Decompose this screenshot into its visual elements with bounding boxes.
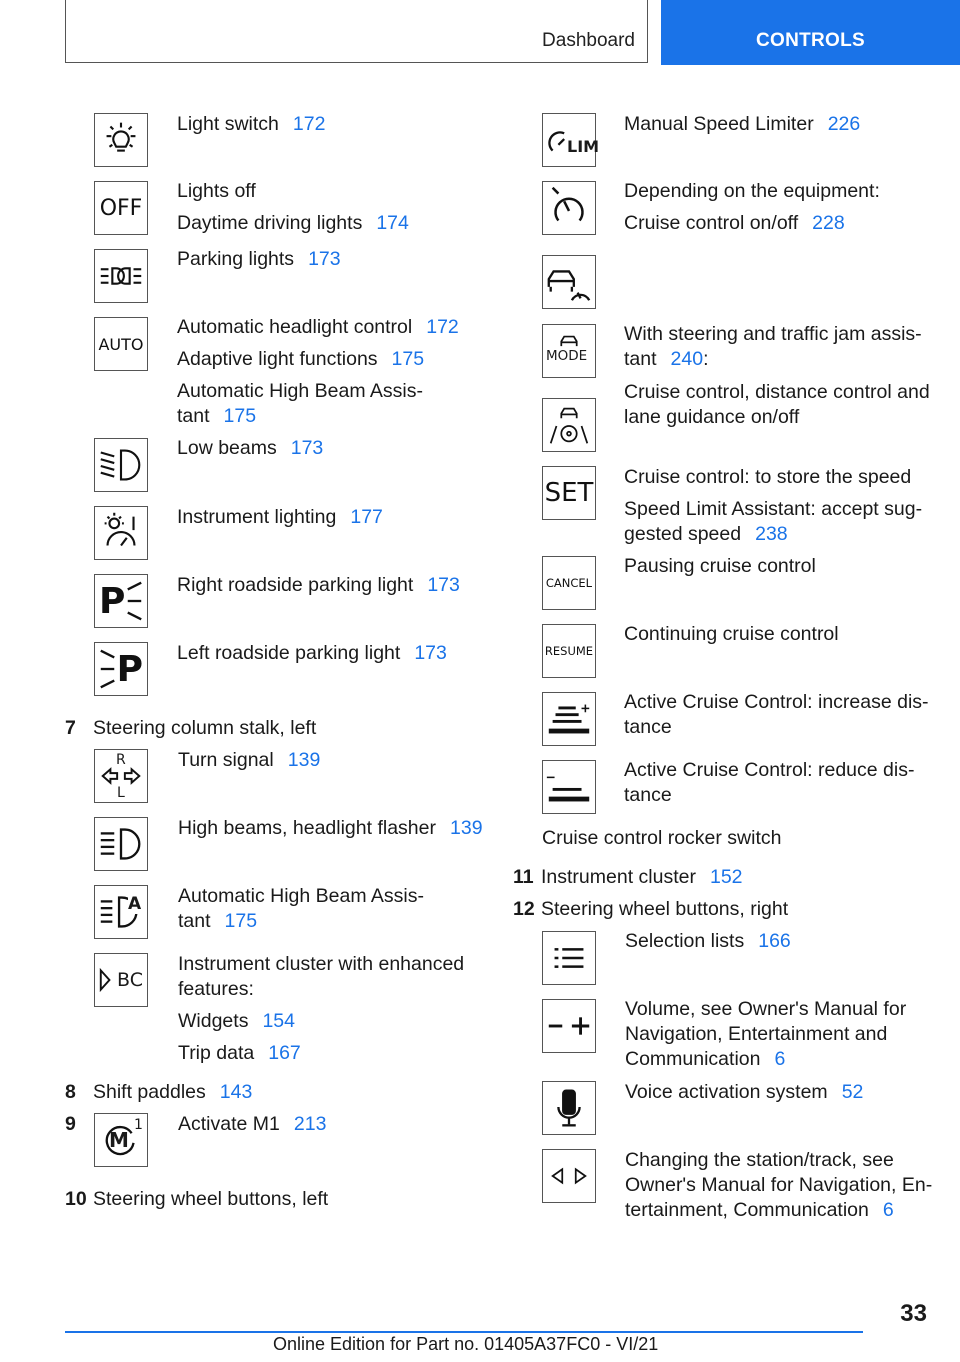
item-number-11: 11 [513, 866, 534, 888]
item-number-8: 8 [65, 1081, 76, 1103]
page-ref-link[interactable]: 173 [308, 248, 341, 270]
speed-limiter-icon [542, 113, 600, 167]
lights-off-icon: OFF [94, 181, 148, 235]
turn-l-label: L [117, 785, 125, 801]
high-beam-assistant-icon [94, 885, 148, 939]
volume-line2: Navigation, Entertainment and [625, 1023, 888, 1045]
cruise-control-icon [542, 181, 596, 235]
instrument-lighting-icon [94, 506, 148, 560]
page-ref-link[interactable]: 154 [262, 1010, 295, 1032]
shift-paddles-text: Shift paddles 143 [93, 1081, 253, 1103]
speed-limiter-text: Manual Speed Limiter 226 [624, 113, 861, 135]
steering-buttons-right-text: Steering wheel buttons, right [541, 898, 789, 920]
widgets-text: Widgets 154 [178, 1010, 295, 1032]
page-ref-link[interactable]: 167 [268, 1042, 301, 1064]
rocker-switch-text: Cruise control rocker switch [542, 827, 782, 849]
acc-reduce-line1: Active Cruise Control: reduce dis- [624, 759, 915, 781]
header-section-box [65, 0, 648, 63]
item-number-10: 10 [65, 1188, 87, 1210]
page-ref-link[interactable]: 238 [755, 523, 788, 545]
cluster-features-line1: Instrument cluster with enhanced [178, 953, 465, 975]
page-ref-link[interactable]: 52 [841, 1081, 864, 1103]
ahba-a-label: A [128, 894, 142, 914]
steering-assist-line1: With steering and traffic jam assis- [624, 323, 922, 345]
acc-increase-line2: tance [624, 716, 672, 738]
lights-off-text: Lights off [177, 180, 256, 202]
section-title: Dashboard [542, 30, 635, 51]
left-roadside-parking-icon: P [94, 642, 148, 696]
activate-m1-text: Activate M1 213 [178, 1113, 327, 1135]
item-number-7: 7 [65, 717, 76, 739]
footer-edition: Online Edition for Part no. 01405A37FC0 - VI/21 [273, 1334, 659, 1354]
store-speed-text: Cruise control: to store the speed [624, 466, 912, 488]
speed-limit-assist-line2: gested speed 238 [624, 523, 788, 545]
item-number-9: 9 [65, 1113, 76, 1135]
ahba2-text-line1: Automatic High Beam Assis- [178, 885, 425, 907]
reduce-distance-icon [542, 760, 596, 814]
mode-label: MODE [546, 348, 588, 364]
selection-lists-text: Selection lists 166 [625, 930, 791, 952]
page-ref-link[interactable]: 175 [223, 405, 257, 427]
page-ref-link[interactable]: 6 [882, 1199, 894, 1221]
m1-m-label: M [109, 1128, 129, 1152]
turn-signal-text: Turn signal 139 [178, 749, 321, 771]
auto-headlight-icon: AUTO [94, 317, 148, 371]
page-ref-link[interactable]: 173 [414, 642, 447, 664]
daytime-lights-text: Daytime driving lights 174 [177, 212, 409, 234]
page-ref-link[interactable]: 172 [292, 113, 326, 135]
set-speed-icon: SET [542, 466, 596, 520]
volume-icon [542, 999, 596, 1053]
page-ref-link[interactable]: 172 [426, 316, 459, 338]
page-ref-link[interactable]: 177 [350, 506, 383, 528]
page-number: 33 [900, 1300, 927, 1327]
header-chapter-tab[interactable] [661, 0, 960, 65]
page-ref-link[interactable]: 213 [293, 1113, 327, 1135]
page-ref-link[interactable]: 173 [427, 574, 460, 596]
resume-cruise-icon: RESUME [542, 624, 596, 678]
distance-control-line2: lane guidance on/off [624, 406, 800, 428]
page-ref-link[interactable]: 174 [376, 212, 409, 234]
acc-increase-line1: Active Cruise Control: increase dis- [624, 691, 929, 713]
voice-activation-text: Voice activation system 52 [625, 1081, 864, 1103]
high-beams-text: High beams, headlight flasher 139 [178, 817, 483, 839]
m1-icon [94, 1113, 148, 1167]
auto-headlight-text: Automatic headlight control 172 [177, 316, 459, 338]
page-ref-link[interactable]: 139 [287, 749, 321, 771]
high-beams-icon [94, 817, 148, 871]
cancel-cruise-icon: CANCEL [542, 556, 596, 610]
page-ref-link[interactable]: 152 [709, 866, 743, 888]
lim-label: LIM [567, 137, 600, 156]
steering-assist-line2: tant 240: [624, 348, 709, 370]
list-icon [542, 931, 596, 985]
page-ref-link[interactable]: 166 [758, 930, 791, 952]
light-switch-text: Light switch 172 [177, 113, 326, 135]
depending-equipment-text: Depending on the equipment: [624, 180, 880, 202]
cluster-features-line2: features: [178, 978, 254, 1000]
page-ref-link[interactable]: 228 [812, 212, 845, 234]
station-track-icon [542, 1149, 596, 1203]
turn-signal-icon [94, 749, 148, 803]
adaptive-light-text: Adaptive light functions 175 [177, 348, 425, 370]
volume-line3: Communication 6 [625, 1048, 786, 1070]
ahba-text-line1: Automatic High Beam Assis- [177, 380, 424, 402]
parking-lights-text: Parking lights 173 [177, 248, 341, 270]
station-track-line3: tertainment, Communication 6 [625, 1199, 894, 1221]
instrument-cluster-text: Instrument cluster 152 [541, 866, 743, 888]
footer-divider [65, 1331, 863, 1333]
page-ref-link[interactable]: 240 [670, 348, 704, 370]
increase-distance-icon [542, 692, 596, 746]
chapter-title: CONTROLS [755, 30, 865, 51]
steering-buttons-left-text: Steering wheel buttons, left [93, 1188, 329, 1210]
pausing-cruise-text: Pausing cruise control [624, 555, 816, 577]
trip-data-text: Trip data 167 [178, 1042, 301, 1064]
right-roadside-parking-text: Right roadside parking light 173 [177, 574, 460, 596]
cruise-onoff-text: Cruise control on/off 228 [624, 212, 845, 234]
car-cruise-icon [542, 255, 596, 309]
instrument-lighting-text: Instrument lighting 177 [177, 506, 383, 528]
ahba-text-line2: tant 175 [177, 405, 257, 427]
low-beams-icon [94, 438, 148, 492]
turn-r-label: R [116, 752, 126, 768]
steering-stalk-heading: Steering column stalk, left [93, 717, 317, 739]
driving-assistant-mode-icon [542, 324, 596, 378]
light-switch-icon [94, 113, 148, 167]
distance-control-line1: Cruise control, distance control and [624, 381, 930, 403]
page-ref-link[interactable]: 226 [827, 113, 861, 135]
station-track-line2: Owner's Manual for Navigation, En- [625, 1174, 933, 1196]
page-ref-link[interactable]: 173 [290, 437, 324, 459]
parking-lights-icon [94, 249, 148, 303]
m1-one-label: 1 [134, 1117, 143, 1133]
low-beams-text: Low beams 173 [177, 437, 324, 459]
left-roadside-parking-text: Left roadside parking light 173 [177, 642, 447, 664]
acc-reduce-line2: tance [624, 784, 672, 806]
lane-guidance-icon [542, 398, 596, 452]
page-ref-link[interactable]: 143 [219, 1081, 253, 1103]
right-roadside-parking-icon: P [94, 574, 148, 628]
page-ref-link[interactable]: 6 [774, 1048, 786, 1070]
microphone-icon [542, 1081, 596, 1135]
board-computer-icon [94, 953, 148, 1007]
bc-label: BC [117, 969, 143, 991]
page-ref-link[interactable]: 175 [391, 348, 425, 370]
item-number-12: 12 [513, 898, 535, 920]
page-ref-link[interactable]: 175 [224, 910, 258, 932]
station-track-line1: Changing the station/track, see [625, 1149, 894, 1171]
ahba2-text-line2: tant 175 [178, 910, 258, 932]
page-ref-link[interactable]: 139 [450, 817, 483, 839]
speed-limit-assist-line1: Speed Limit Assistant: accept sug- [624, 498, 923, 520]
continuing-cruise-text: Continuing cruise control [624, 623, 839, 645]
volume-line1: Volume, see Owner's Manual for [625, 998, 907, 1020]
